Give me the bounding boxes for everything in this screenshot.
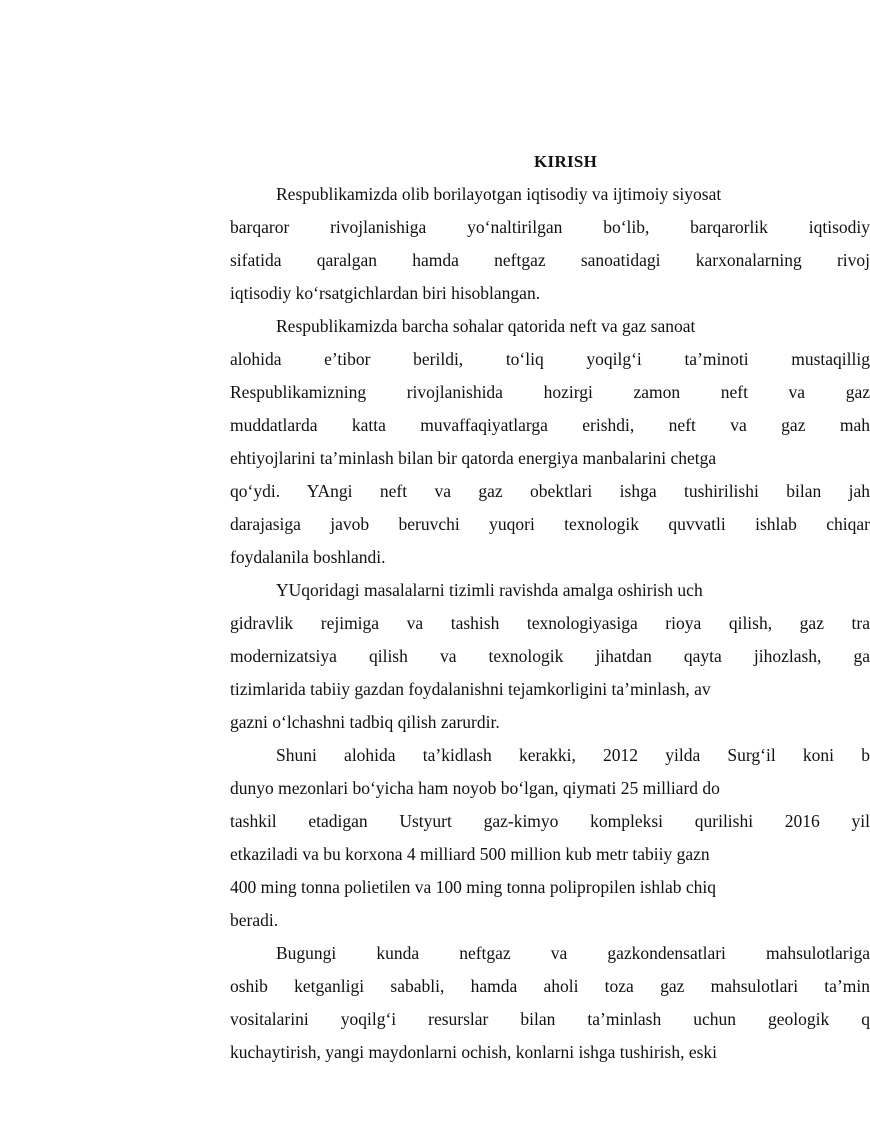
paragraph-line: darajasiga javob beruvchi yuqori texnologik quvvatli ishlab chiqar xyxy=(230,514,870,534)
paragraph-line: gazni o‘lchashni tadbiq qilish zarurdir. xyxy=(230,712,500,732)
paragraph-line: dunyo mezonlari bo‘yicha ham noyob bo‘lgan, qiymati 25 milliard do xyxy=(230,778,720,798)
paragraph-line: oshib ketganligi sababli, hamda aholi toza gaz mahsulotlari ta’min xyxy=(230,976,870,996)
paragraph-line: qo‘ydi. YAngi neft va gaz obektlari ishga tushirilishi bilan jah xyxy=(230,481,870,501)
paragraph-line: tizimlarida tabiiy gazdan foydalanishni tejamkorligini ta’minlash, av xyxy=(230,679,711,699)
paragraph-line: ehtiyojlarini ta’minlash bilan bir qatorda energiya manbalarini chetga xyxy=(230,448,717,468)
paragraph-line: modernizatsiya qilish va texnologik jihatdan qayta jihozlash, ga xyxy=(230,646,870,666)
document-title: KIRISH xyxy=(534,152,598,171)
paragraph-line: foydalanila boshlandi. xyxy=(230,547,386,567)
paragraph-line: kuchaytirish, yangi maydonlarni ochish, konlarni ishga tushirish, eski xyxy=(230,1042,718,1062)
paragraph-line: iqtisodiy ko‘rsatgichlardan biri hisoblangan. xyxy=(230,283,541,303)
paragraph-line: sifatida qaralgan hamda neftgaz sanoatidagi karxonalarning rivoj xyxy=(230,250,870,270)
paragraph-line: Respublikamizda barcha sohalar qatorida neft va gaz sanoat xyxy=(276,316,696,336)
paragraph-line: alohida e’tibor berildi, to‘liq yoqilg‘i ta’minoti mustaqillig xyxy=(230,349,870,369)
paragraph-line: Respublikamizda olib borilayotgan iqtisodiy va ijtimoiy siyosat xyxy=(276,184,722,204)
paragraph-line: vositalarini yoqilg‘i resurslar bilan ta’minlash uchun geologik q xyxy=(230,1009,870,1029)
paragraph-line: beradi. xyxy=(230,910,279,930)
paragraph-line: barqaror rivojlanishiga yo‘naltirilgan bo‘lib, barqarorlik iqtisodiy xyxy=(230,217,870,237)
paragraph-line: etkaziladi va bu korxona 4 milliard 500 million kub metr tabiiy gazn xyxy=(230,844,710,864)
paragraph-line: tashkil etadigan Ustyurt gaz-kimyo kompleksi qurilishi 2016 yil xyxy=(230,811,870,831)
paragraph-line: gidravlik rejimiga va tashish texnologiyasiga rioya qilish, gaz tra xyxy=(230,613,870,633)
paragraph-line: Shuni alohida ta’kidlash kerakki, 2012 yilda Surg‘il koni b xyxy=(276,745,870,765)
paragraph-line: YUqoridagi masalalarni tizimli ravishda amalga oshirish uch xyxy=(276,580,703,600)
paragraph-line: muddatlarda katta muvaffaqiyatlarga erishdi, neft va gaz mah xyxy=(230,415,870,435)
paragraph-line: Bugungi kunda neftgaz va gazkondensatlari mahsulotlariga xyxy=(276,943,870,963)
paragraph-line: 400 ming tonna polietilen va 100 ming tonna polipropilen ishlab chiq xyxy=(230,877,717,897)
paragraph-line: Respublikamizning rivojlanishida hozirgi zamon neft va gaz xyxy=(230,382,870,402)
